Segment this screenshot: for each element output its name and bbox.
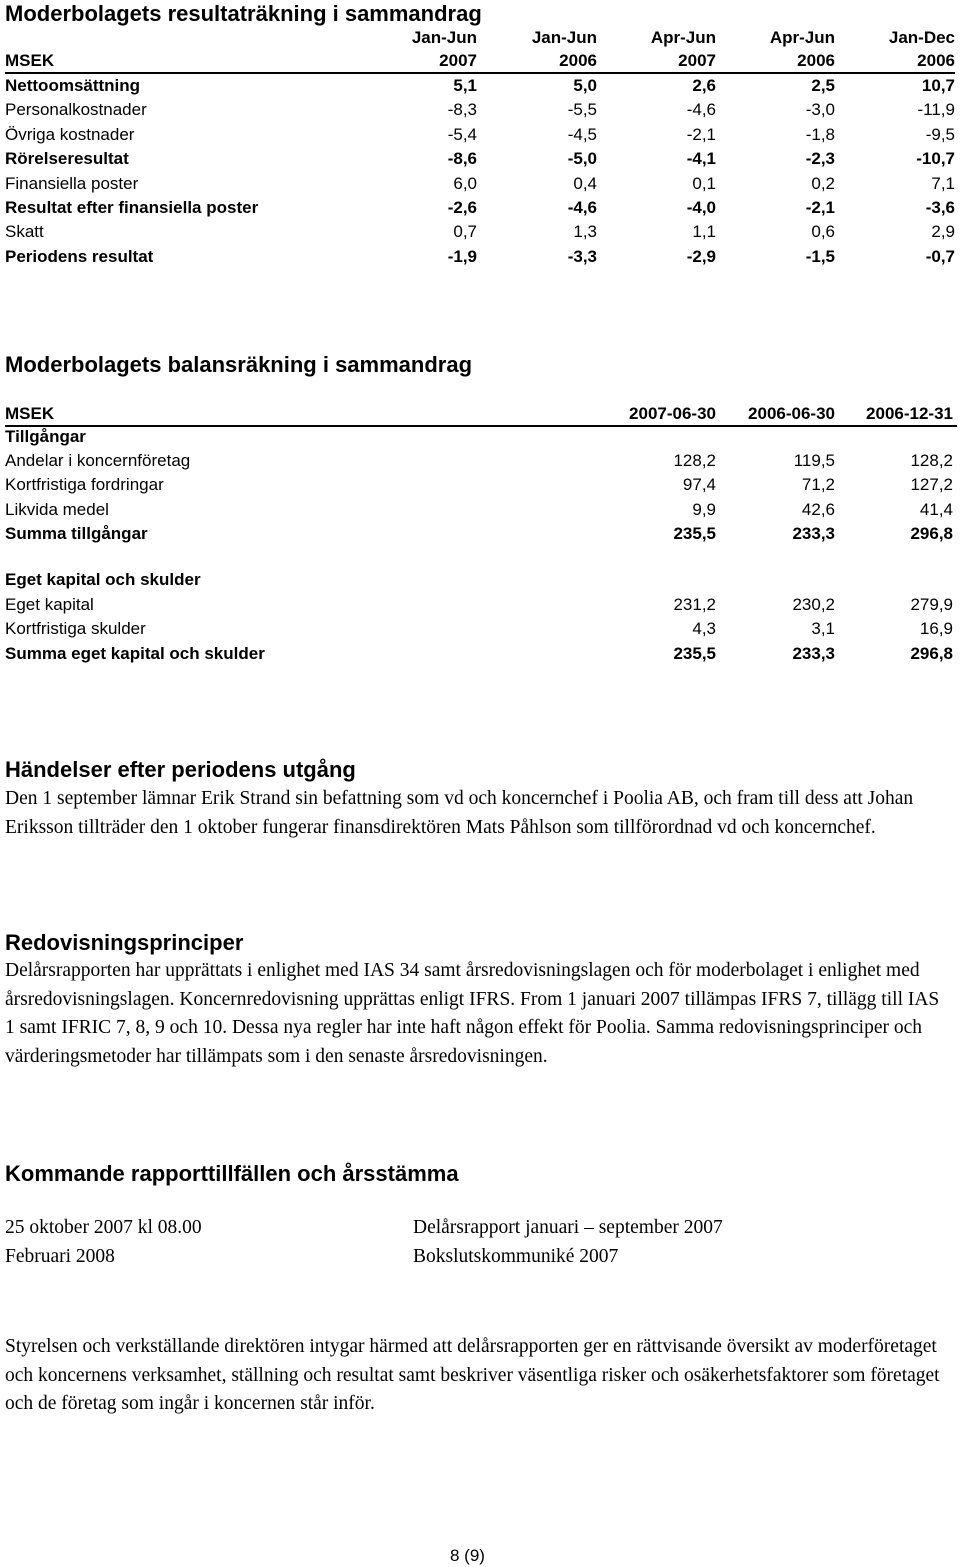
income-statement-column-header: Jan-Jun <box>531 28 597 47</box>
row-value: -2,6 <box>447 198 477 217</box>
row-value: 128,2 <box>910 451 953 470</box>
row-value: 296,8 <box>910 524 953 543</box>
row-label: Eget kapital och skulder <box>5 570 201 589</box>
row-value: 0,6 <box>811 222 835 242</box>
row-value: 7,1 <box>931 173 955 193</box>
row-value: -9,5 <box>925 124 955 144</box>
row-value: -4,5 <box>567 124 597 144</box>
income-statement-column-header: Jan-Jun <box>411 28 477 47</box>
row-value: 231,2 <box>673 595 716 614</box>
row-label: Personalkostnader <box>5 100 147 120</box>
row-value: -4,6 <box>686 100 716 120</box>
balance-sheet-unit: MSEK <box>5 404 55 423</box>
row-value: 233,3 <box>792 524 835 543</box>
row-value: -5,0 <box>567 149 597 169</box>
principles-paragraph: Delårsrapporten har upprättats i enlighet med IAS 34 samt årsredovisningslagen och för moderbolaget i enlighet med årsredovisningslagen. Koncernredovisning upprättas enligt IFRS. From 1 januari 2007 tillämpas IFRS 7, tillägg till IAS 1 samt IFRIC 7, 8, 9 och 10. Dessa nya regler har inte haft någon effekt för Poolia. Samma redovisningsprinciper och värderingsmetoder har tillämpats som i den senaste årsredovisningen. <box>5 960 940 1068</box>
row-label: Skatt <box>5 222 44 242</box>
upcoming-date: Februari 2008 <box>5 1246 115 1267</box>
row-label: Summa eget kapital och skulder <box>5 644 265 663</box>
balance-sheet-title: Moderbolagets balansräkning i sammandrag <box>5 352 473 377</box>
row-value: 0,2 <box>811 173 835 193</box>
row-value: 0,7 <box>453 222 477 242</box>
row-value: -8,3 <box>447 100 477 120</box>
row-value: -3,6 <box>925 198 955 217</box>
row-value: -0,7 <box>925 246 955 266</box>
row-label: Kortfristiga skulder <box>5 619 146 638</box>
balance-sheet-table <box>0 0 960 680</box>
row-value: 41,4 <box>919 500 953 519</box>
table-row <box>5 427 955 451</box>
row-value: 0,1 <box>692 173 716 193</box>
income-statement-column-header: 2006 <box>917 51 955 70</box>
row-value: 10,7 <box>921 76 955 95</box>
balance-sheet-column-header: 2006-12-31 <box>866 404 953 423</box>
row-value: -4,1 <box>686 149 716 169</box>
events-heading: Händelser efter periodens utgång <box>5 757 356 782</box>
upcoming-heading: Kommande rapporttillfällen och årsstämma <box>5 1161 459 1186</box>
income-statement-column-header: Apr-Jun <box>650 28 716 47</box>
table-row <box>5 619 955 643</box>
row-value: -2,1 <box>805 198 835 217</box>
row-label: Eget kapital <box>5 595 94 614</box>
row-value: 0,4 <box>573 173 597 193</box>
row-value: 279,9 <box>910 595 953 614</box>
events-paragraph: Den 1 september lämnar Erik Strand sin befattning som vd och koncernchef i Poolia AB, och fram till dess att Johan Eriksson tillträder den 1 oktober fungerar finansdirektören Mats Påhlson som tillförordnad vd och koncernchef. <box>5 788 914 838</box>
row-value: 235,5 <box>673 644 716 663</box>
row-value: 3,1 <box>811 619 835 638</box>
income-statement-column-header: Apr-Jun <box>769 28 835 47</box>
row-value: -1,8 <box>805 124 835 144</box>
table-row <box>5 500 955 524</box>
board-statement-paragraph: Styrelsen och verkställande direktören intygar härmed att delårsrapporten ger en rättvisande översikt av moderföretaget och koncernens verksamhet, ställning och resultat samt beskriver väsentliga risker och osäkerhetsfaktorer som företaget och de företag som ingår i koncernen står inför. <box>5 1336 940 1415</box>
row-value: 2,5 <box>811 76 835 95</box>
row-value: -5,4 <box>447 124 477 144</box>
row-value: -10,7 <box>916 149 955 169</box>
row-value: -3,0 <box>805 100 835 120</box>
row-label: Summa tillgångar <box>5 524 148 543</box>
upcoming-event: Bokslutskommuniké 2007 <box>413 1246 619 1267</box>
row-value: 128,2 <box>673 451 716 470</box>
income-statement-column-header: 2007 <box>678 51 716 70</box>
row-label: Övriga kostnader <box>5 124 135 144</box>
row-value: 97,4 <box>682 475 716 494</box>
row-value: -4,6 <box>567 198 597 217</box>
row-label: Likvida medel <box>5 500 109 519</box>
row-value: 71,2 <box>801 475 835 494</box>
row-value: 6,0 <box>453 173 477 193</box>
row-label: Tillgångar <box>5 427 86 446</box>
row-value: 16,9 <box>919 619 953 638</box>
balance-sheet-header-rule <box>5 425 957 427</box>
table-row <box>5 644 955 668</box>
row-value: -2,9 <box>686 246 716 266</box>
table-row <box>5 524 955 548</box>
row-label: Finansiella poster <box>5 173 139 193</box>
income-statement-column-header: 2006 <box>797 51 835 70</box>
row-value: 1,3 <box>573 222 597 242</box>
balance-sheet-column-header: 2007-06-30 <box>629 404 716 423</box>
row-value: -3,3 <box>567 246 597 266</box>
table-row <box>5 475 955 499</box>
row-label: Resultat efter finansiella poster <box>5 198 259 217</box>
row-value: -1,9 <box>447 246 477 266</box>
row-value: 235,5 <box>673 524 716 543</box>
row-label: Andelar i koncernföretag <box>5 451 191 470</box>
row-value: 233,3 <box>792 644 835 663</box>
row-value: 5,0 <box>573 76 597 95</box>
row-value: -11,9 <box>917 100 955 120</box>
row-value: 119,5 <box>793 451 835 470</box>
row-value: 1,1 <box>692 222 716 242</box>
row-value: -2,3 <box>805 149 835 169</box>
upcoming-event: Delårsrapport januari – september 2007 <box>413 1217 723 1238</box>
principles-heading: Redovisningsprinciper <box>5 930 244 955</box>
income-statement-column-header: Jan-Dec <box>888 28 955 47</box>
row-label: Periodens resultat <box>5 246 154 266</box>
row-value: 4,3 <box>692 619 716 638</box>
income-statement-column-header: 2007 <box>439 51 477 70</box>
row-value: 5,1 <box>453 76 477 95</box>
page-number: 8 (9) <box>450 1546 485 1565</box>
table-row <box>5 595 955 619</box>
row-value: 230,2 <box>792 595 835 614</box>
income-statement-unit: MSEK <box>5 51 55 70</box>
row-value: 296,8 <box>910 644 953 663</box>
upcoming-date: 25 oktober 2007 kl 08.00 <box>5 1217 202 1238</box>
row-label: Rörelseresultat <box>5 149 129 169</box>
row-value: -8,6 <box>447 149 477 169</box>
row-value: 9,9 <box>692 500 716 519</box>
balance-sheet-column-header: 2006-06-30 <box>748 404 835 423</box>
row-value: -2,1 <box>686 124 716 144</box>
row-value: -1,5 <box>805 246 835 266</box>
row-value: 2,6 <box>692 76 716 95</box>
row-value: -4,0 <box>686 198 716 217</box>
income-statement-column-header: 2006 <box>559 51 597 70</box>
row-value: -5,5 <box>567 100 597 120</box>
row-value: 42,6 <box>801 500 835 519</box>
table-row <box>5 570 955 594</box>
row-label: Kortfristiga fordringar <box>5 475 164 494</box>
row-value: 2,9 <box>931 222 955 242</box>
income-statement-title: Moderbolagets resultaträkning i sammandrag <box>5 1 482 26</box>
row-value: 127,2 <box>910 475 953 494</box>
row-label: Nettoomsättning <box>5 76 141 95</box>
table-row <box>5 451 955 475</box>
